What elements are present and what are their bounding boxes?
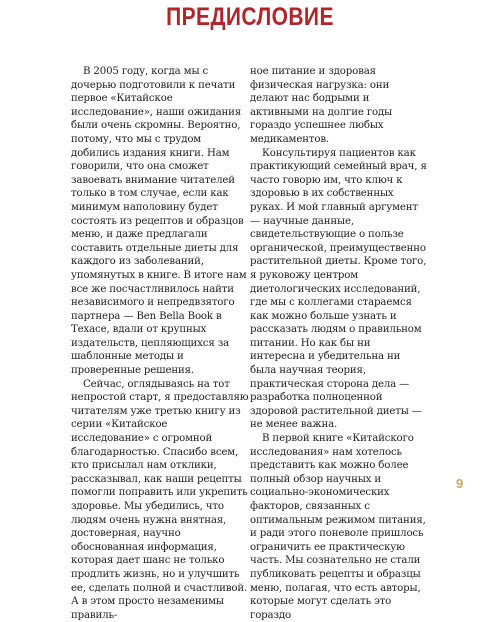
paragraph: ное питание и здоровая физическая нагрузка: они делают нас бодрыми и активными на долгие годы гораздо успешнее любых медикаментов. — [250, 66, 393, 145]
page-title: ПРЕДИСЛОВИЕ — [166, 3, 334, 31]
page-number: 9 — [456, 476, 464, 491]
right-text-column — [250, 65, 428, 622]
paragraph: Сейчас, оглядываясь на тот непростой старт, я предоставляю читателям уже третью книгу из серии «Китайское исследование» с огромной благодарностью. Спасибо всем, кто присылал нам отклики, рассказывал, как наши рецепты помогли поправить или укрепить здоровье. Мы убедились, что людям очень нужна внятная, достоверная, научно обоснованная информация, которая дает шанс не только продлить жизнь, но и улучшить ее, сделать полной и счастливой. А в этом просто незаменимы правиль- — [71, 378, 249, 621]
left-text-column — [71, 65, 249, 622]
paragraph: В 2005 году, когда мы с дочерью подготовили к печати первое «Китайское исследование», наши ожидания были очень скромны. Вероятно, потому, что мы с трудом добились издания книги. Нам говорили, что она сможет завоевать внимание читателей только в том случае, если как минимум наполовину будет состоять из рецептов и образцов меню, и даже предлагали составить отдельные диеты для каждого из заболеваний, упомянутых в книге. В итоге нам все же посчастливилось найти независимого и непредвзятого партнера — Ben Bella Book в Техасе, вдали от крупных издательств, цепляющихся за шаблонные методы и проверенные решения. — [71, 66, 247, 377]
paragraph: Консультируя пациентов как практикующий семейный врач, я часто говорю им, что ключ к здоровью в их собственных руках. И мой главный аргумент — научные данные, свидетельствующие о пользе органической, преимущественно растительной диеты. Кроме того, я руковожу центром диетологических исследований, где мы с коллегами стараемся как можно больше узнать и рассказать людям о правильном питании. Но как бы ни интересна и убедительна ни была научная теория, практическая сторона дела — разработка полноценной здоровой растительной диеты — не менее важна. — [250, 147, 427, 431]
paragraph: В первой книге «Китайского исследования» нам хотелось представить как можно более полный обзор научных и социально-экономических факторов, связанных с оптимальным режимом питания, и ради этого поневоле пришлось ограничить ее практическую часть. Мы сознательно не стали публиковать рецепты и образцы меню, полагая, что есть авторы, которые могут сделать это гораздо — [250, 433, 426, 621]
